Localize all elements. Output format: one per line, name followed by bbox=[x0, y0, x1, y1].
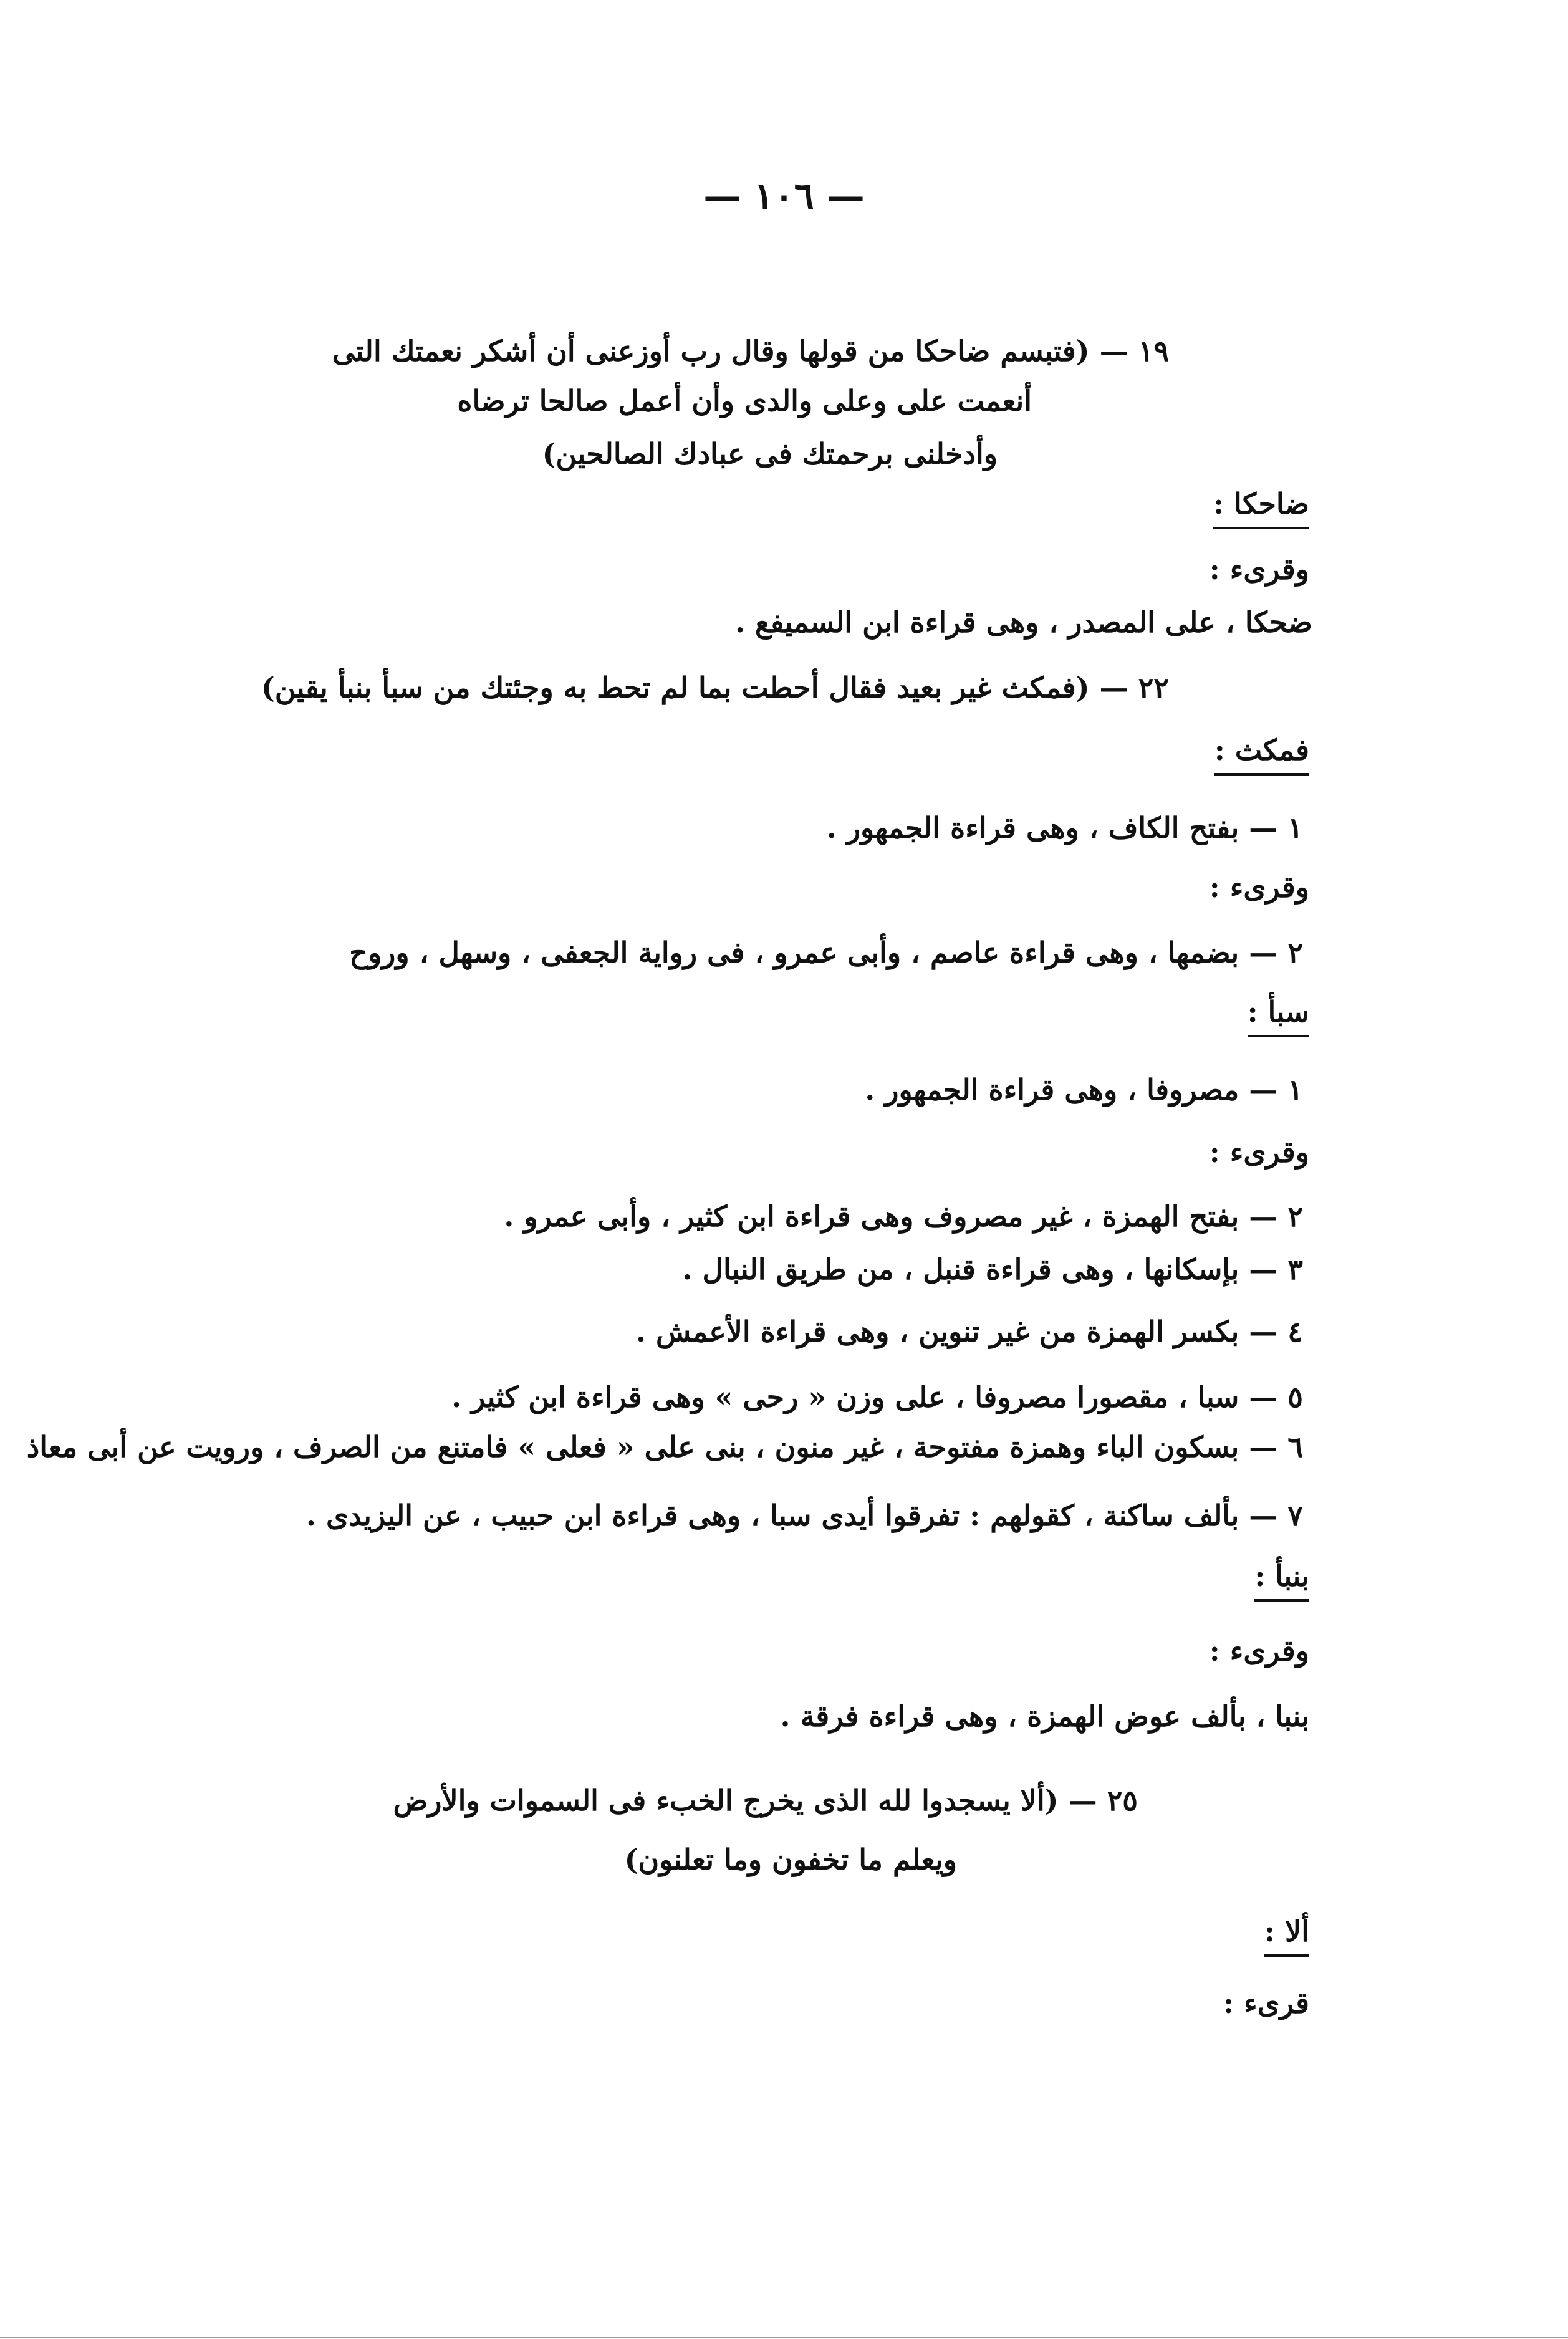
heading-makatha: فمكث : bbox=[1214, 736, 1309, 776]
qura-label-3: وقرىء : bbox=[1209, 1135, 1309, 1169]
verse-22: ٢٢ — (فمكث غير بعيد فقال أحطت بما لم تحط به وجئتك من سبأ بنبأ يقين) bbox=[261, 671, 1169, 704]
heading-saba: سبأ : bbox=[1248, 997, 1309, 1037]
qura-label-5: قرىء : bbox=[1223, 1986, 1309, 2020]
bottom-rule bbox=[0, 2337, 1568, 2338]
saba-item-6: ٦ — بسكون الباء وهمزة مفتوحة ، غير منون ، بنى على « فعلى » فامتنع من الصرف ، ورويت عن أبى معاذ bbox=[26, 1430, 1303, 1464]
saba-item-7: ٧ — بألف ساكنة ، كقولهم : تفرقوا أيدى سبا ، وهى قراءة ابن حبيب ، عن اليزيدى . bbox=[305, 1499, 1303, 1532]
makatha-item-1: ١ — بفتح الكاف ، وهى قراءة الجمهور . bbox=[826, 811, 1303, 845]
qura-label-1: وقرىء : bbox=[1209, 552, 1309, 586]
qura-label-2: وقرىء : bbox=[1209, 870, 1309, 904]
verse-25-line-2: ويعلم ما تخفون وما تعلنون) bbox=[624, 1843, 957, 1876]
verse-25-line-1: ٢٥ — (ألا يسجدوا لله الذى يخرج الخبء فى السموات والأرض bbox=[393, 1784, 1138, 1817]
heading-binaba: بنبأ : bbox=[1254, 1562, 1309, 1602]
saba-item-5: ٥ — سبا ، مقصورا مصروفا ، على وزن « رحى » وهى قراءة ابن كثير . bbox=[451, 1380, 1303, 1414]
heading-dahikan: ضاحكا : bbox=[1213, 489, 1309, 529]
saba-item-1: ١ — مصروفا ، وهى قراءة الجمهور . bbox=[865, 1073, 1303, 1107]
reading-dahikan: ضحكا ، على المصدر ، وهى قراءة ابن السميفع . bbox=[734, 605, 1312, 639]
verse-19-line-2: أنعمت على وعلى والدى وأن أعمل صالحا ترضاه bbox=[457, 384, 1032, 418]
saba-item-2: ٢ — بفتح الهمزة ، غير مصروف وهى قراءة ابن كثير ، وأبى عمرو . bbox=[504, 1199, 1303, 1233]
reading-binaba: بنبا ، بألف عوض الهمزة ، وهى قراءة فرقة . bbox=[780, 1699, 1309, 1733]
saba-item-3: ٣ — بإسكانها ، وهى قراءة قنبل ، من طريق النبال . bbox=[682, 1252, 1303, 1286]
saba-item-4: ٤ — بكسر الهمزة من غير تنوين ، وهى قراءة الأعمش . bbox=[635, 1315, 1303, 1348]
qura-label-4: وقرىء : bbox=[1209, 1634, 1309, 1668]
makatha-item-2: ٢ — بضمها ، وهى قراءة عاصم ، وأبى عمرو ، فى رواية الجعفى ، وسهل ، وروح bbox=[349, 936, 1303, 969]
verse-19-line-1: ١٩ — (فتبسم ضاحكا من قولها وقال رب أوزعنى أن أشكر نعمتك التى bbox=[332, 334, 1169, 368]
page-number: — ١٠٦ — bbox=[703, 175, 865, 218]
heading-ala: ألا : bbox=[1264, 1917, 1309, 1957]
verse-19-line-3: وأدخلنى برحمتك فى عبادك الصالحين) bbox=[542, 437, 998, 471]
